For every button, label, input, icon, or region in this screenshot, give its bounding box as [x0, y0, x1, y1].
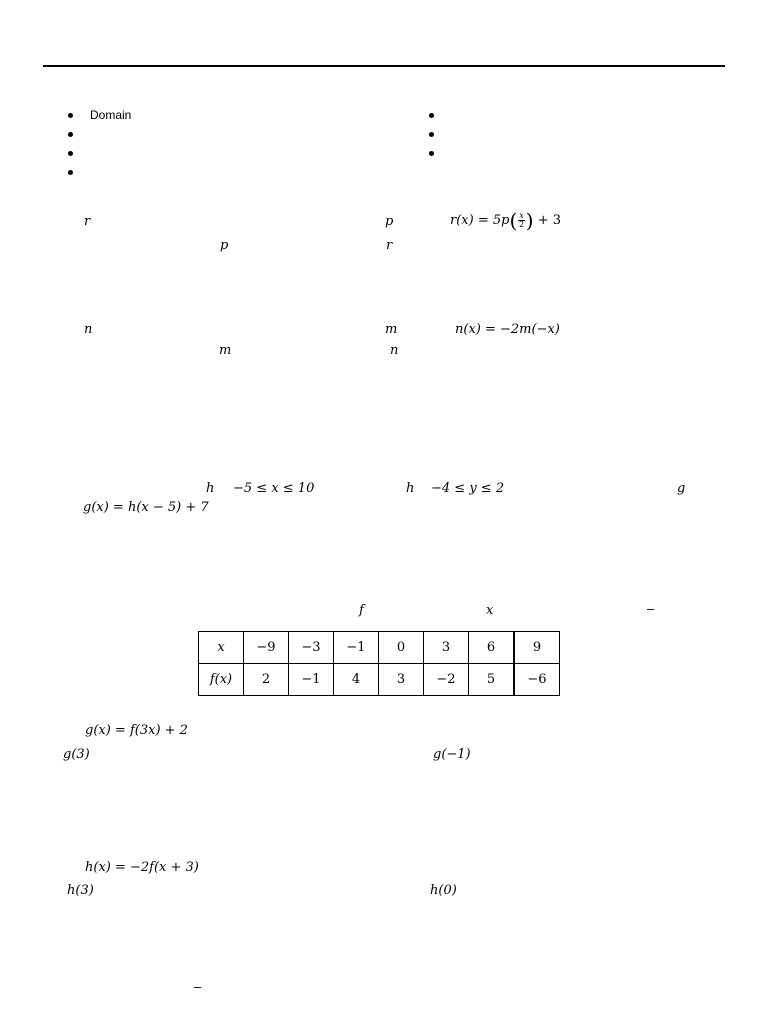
table-cell: 2	[244, 664, 289, 696]
table-cell: f(x)	[199, 664, 244, 696]
table-cell: 5	[469, 664, 515, 696]
table-cell: 3	[424, 632, 469, 664]
formula-h-of-x: h(x) = −2f(x + 3)	[85, 860, 199, 875]
dash-mark: –	[647, 601, 655, 616]
table-cell: −1	[334, 632, 379, 664]
domain-inequality: −5 ≤ x ≤ 10	[233, 481, 315, 496]
table-cell: −1	[289, 664, 334, 696]
formula-tail: + 3	[537, 213, 562, 228]
part-a-g3: g(3)	[63, 747, 90, 762]
formula-g-of-x: g(x) = f(3x) + 2	[85, 723, 188, 738]
range-inequality: −4 ≤ y ≤ 2	[431, 481, 505, 496]
bullet-text-domain: Domain	[90, 108, 132, 122]
var-g: g	[677, 481, 686, 496]
fraction-x-over-2	[518, 212, 525, 229]
var-x: x	[486, 603, 494, 618]
part-b-h0: h(0)	[430, 883, 457, 898]
table-cell: x	[199, 632, 244, 664]
var-r: r	[84, 214, 91, 229]
table-cell: −3	[289, 632, 334, 664]
table-row-fx	[199, 664, 560, 696]
bullet-dot	[68, 151, 73, 156]
var-r: r	[386, 238, 393, 253]
var-p: p	[220, 238, 229, 253]
table-row-x	[199, 632, 560, 664]
table-cell: 4	[334, 664, 379, 696]
bullet-dot	[429, 132, 434, 137]
bullet-dot	[68, 132, 73, 137]
dash-mark: –	[194, 979, 202, 994]
table-cell: 6	[469, 632, 515, 664]
var-m: m	[219, 343, 232, 358]
formula-n-of-x: n(x) = −2m(−x)	[455, 322, 560, 337]
bullet-dot	[68, 170, 73, 175]
table-cell: −9	[244, 632, 289, 664]
part-b-g-neg1: g(−1)	[433, 747, 471, 762]
fraction-denominator: 2	[518, 220, 525, 229]
formula-g-of-x: g(x) = h(x − 5) + 7	[83, 500, 209, 515]
header-rule	[43, 65, 725, 67]
bullet-dot	[429, 113, 434, 118]
table-cell: 0	[379, 632, 424, 664]
table-cell: −6	[514, 664, 560, 696]
bullet-dot	[429, 151, 434, 156]
formula-r-of-x: r(x) = 5p( $\frac{x}{2}$ ) + 3	[450, 208, 562, 233]
var-h: h	[206, 481, 215, 496]
var-m: m	[385, 322, 398, 337]
var-f: f	[359, 603, 364, 618]
var-n: n	[390, 343, 399, 358]
bullet-dot	[68, 113, 73, 118]
var-p: p	[385, 214, 394, 229]
var-h: h	[406, 481, 415, 496]
part-a-h3: h(3)	[67, 883, 94, 898]
table-cell: −2	[424, 664, 469, 696]
fraction-numerator: x	[519, 211, 524, 220]
function-value-table	[198, 631, 560, 696]
table-cell: 9	[514, 632, 560, 664]
formula-lhs: r(x) = 5p	[450, 213, 510, 228]
var-n: n	[84, 322, 93, 337]
table-cell: 3	[379, 664, 424, 696]
